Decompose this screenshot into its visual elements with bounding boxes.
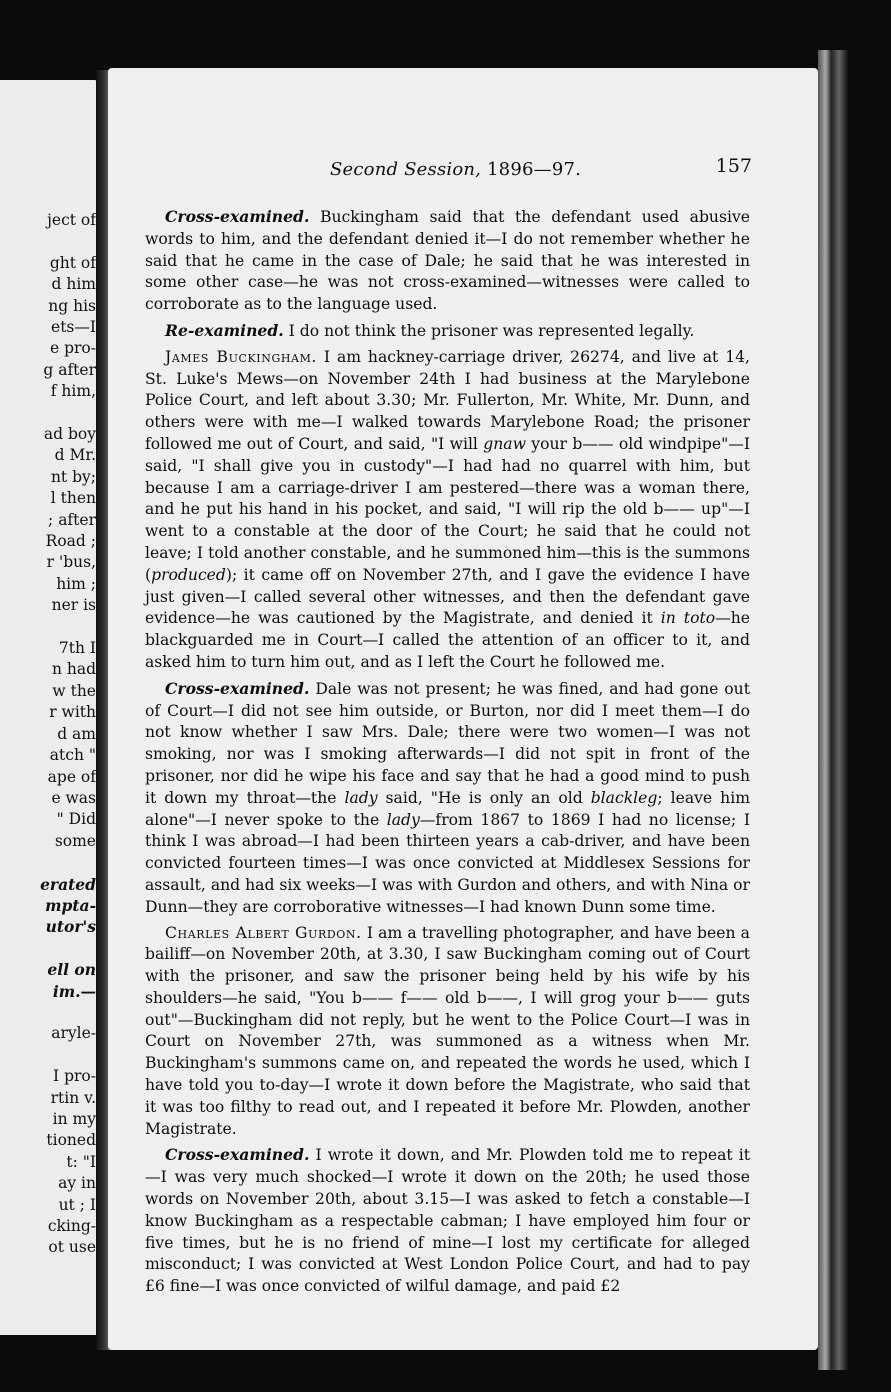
facing-page-line bbox=[0, 1045, 96, 1066]
facing-page-line: n had bbox=[51, 660, 96, 679]
facing-page-line: utor's bbox=[45, 917, 96, 937]
facing-page-line: ng his bbox=[48, 296, 96, 315]
running-title-text: Second Session, bbox=[330, 159, 482, 180]
facing-page-line: e pro- bbox=[49, 339, 96, 358]
facing-page-line: r 'bus, bbox=[46, 553, 96, 572]
facing-page-line: aryle- bbox=[51, 1024, 96, 1043]
facing-page-line: ell on bbox=[47, 960, 96, 980]
facing-page-line: t: "I bbox=[66, 1152, 96, 1171]
facing-page-line: " Did bbox=[56, 810, 96, 829]
facing-page-line: mpta- bbox=[45, 895, 96, 915]
facing-page-line bbox=[0, 403, 96, 424]
facing-page-line: ape of bbox=[47, 767, 96, 786]
facing-page-line: 7th I bbox=[58, 639, 96, 658]
facing-page-line: ad boy bbox=[43, 425, 96, 444]
facing-page-line: rtin v. bbox=[50, 1088, 96, 1107]
page-number: 157 bbox=[715, 155, 752, 177]
paragraph-testimony-buckingham: James Buckingham. I am hackney-carriage driver, 26274, and live at 14, St. Luke's Mews—on November 24th I had business at the Marylebone Police Court, and left about 3.30; Mr. Fullerton, Mr. White, Mr. Dunn, and others were with me—I walked towards Marylebone Road; the prisoner followed me out of Court, and said, "I will gnaw your b—— old windpipe"—I said, "I shall give you in custody"—I had had no quarrel with him, but because I am a carriage-driver I am pestered—there was a woman there, and he put his hand in his pocket, and said, "I will rip the old b—— up"—I went to a constable at the door of the Court; he said that he could not leave; I told another constable, and he summoned him—this is the summons (produced); it came off on November 27th, and I gave the evidence I have just given—I called several other witnesses, and then the defendant gave evidence—he was cautioned by the Magistrate, and denied it in toto—he blackguarded me in Court—I called the attention of an officer to it, and asked him to turn him out, and as I left the Court he followed me. bbox=[145, 347, 751, 671]
facing-page-line: cking- bbox=[47, 1216, 96, 1235]
facing-page-line bbox=[0, 938, 96, 959]
page-header bbox=[120, 155, 760, 185]
facing-page-line: ; after bbox=[48, 510, 96, 529]
paragraph-cross-examination-3: Cross-examined. I wrote it down, and Mr. Plowden told me to repeat it—I was very much shocked—I wrote it down on the 20th; he used those words on November 20th, about 3.15—I was asked to fetch a constable—I know Buckingham as a respectable cabman; I have employed him four or five times, but he is no friend of mine—I lost my certificate for alleged misconduct; I was convicted at West London Police Court, and had to pay £6 fine—I was once convicted of wilful damage, and paid £2 bbox=[145, 1145, 750, 1296]
facing-page-line: tioned bbox=[46, 1131, 96, 1150]
paragraph-cross-examination-2: Cross-examined. Dale was not present; he was fined, and had gone out of Court—I did not see him outside, or Burton, nor did I meet them—I do not know whether I saw Mrs. Dale; there were two women—I was not smoking, nor was I smoking afterwards—I did not spit in front of the prisoner, nor did he wipe his face and say that he had a good mind to push it down my throat—the lady said, "He is only an old blackleg; leave him alone"—I never spoke to the lady—from 1867 to 1869 I had no license; I think I was abroad—I had been thirteen years a cab-driver, and have been convicted fourteen times—I was once convicted at Middlesex Sessions for assault, and had six weeks—I was with Gurdon and others, and with Nina or Dunn—they are corroborative witnesses—I had known Dunn some time. bbox=[145, 678, 750, 916]
facing-page-line bbox=[0, 852, 96, 873]
facing-page-line: d Mr. bbox=[54, 446, 96, 465]
facing-page-line: l then bbox=[50, 489, 96, 508]
facing-page-line: I pro- bbox=[53, 1067, 96, 1086]
facing-page-line: im.— bbox=[52, 981, 96, 1001]
paragraph-cross-examination-1: Cross-examined. Buckingham said that the defendant used abusive words to him, and the defendant denied it—I do not remember whether he said that he came in the case of Dale; he said that he was interested in some other case—he was not cross-examined—witnesses were called to corroborate as to the language used. bbox=[145, 207, 750, 314]
facing-page-line bbox=[0, 231, 96, 252]
facing-page-line bbox=[0, 617, 96, 638]
body-text bbox=[145, 206, 750, 1302]
facing-page-line: d him bbox=[51, 275, 96, 294]
facing-page-line: ut ; I bbox=[58, 1195, 96, 1214]
facing-page-line: him ; bbox=[56, 574, 96, 593]
facing-page-line: ner is bbox=[51, 596, 96, 615]
facing-page-line: some bbox=[54, 831, 96, 850]
facing-page-line: ght of bbox=[49, 253, 96, 272]
facing-page-line: ay in bbox=[58, 1174, 96, 1193]
paragraph-re-examination: Re-examined. I do not think the prisoner was represented legally. bbox=[165, 320, 695, 340]
facing-page-line: g after bbox=[43, 360, 96, 379]
facing-page-line: e was bbox=[51, 788, 96, 807]
facing-page-line: in my bbox=[52, 1109, 96, 1128]
facing-page-line: Road ; bbox=[45, 532, 96, 551]
facing-page-line: erated bbox=[40, 874, 96, 894]
facing-page-line: f him, bbox=[50, 382, 96, 401]
facing-page-line: r with bbox=[49, 703, 96, 722]
facing-page-line: ject of bbox=[47, 211, 96, 229]
facing-page-line bbox=[0, 1002, 96, 1023]
running-title-year: 1896—97. bbox=[487, 159, 582, 180]
running-title bbox=[330, 159, 581, 180]
page-edge bbox=[818, 50, 848, 1370]
facing-page-line: atch " bbox=[49, 746, 96, 765]
paragraph-testimony-gurdon: Charles Albert Gurdon. I am a travelling photographer, and have been a bailiff—on November 20th, at 3.30, I saw Buckingham coming out of Court with the prisoner, and saw the prisoner being held by his wife by his shoulders—he said, "You b—— f—— old b——, I will grog your b—— guts out"—Buckingham did not reply, but he went to the Police Court—I was in Court on November 27th, was summoned as a witness when Mr. Buckingham's summons came on, and repeated the words he used, which I have told you to-day—I wrote it down before the Magistrate, who said that it was too filthy to read out, and I repeated it before Mr. Plowden, another Magistrate. bbox=[145, 923, 750, 1138]
facing-page bbox=[0, 80, 100, 1335]
facing-page-line: d am bbox=[57, 724, 96, 743]
facing-page-text bbox=[0, 210, 96, 1259]
facing-page-line: ot use bbox=[48, 1238, 96, 1257]
facing-page-line: nt by; bbox=[50, 467, 96, 486]
facing-page-line: w the bbox=[52, 681, 96, 700]
facing-page-line: ets—I bbox=[51, 318, 96, 337]
